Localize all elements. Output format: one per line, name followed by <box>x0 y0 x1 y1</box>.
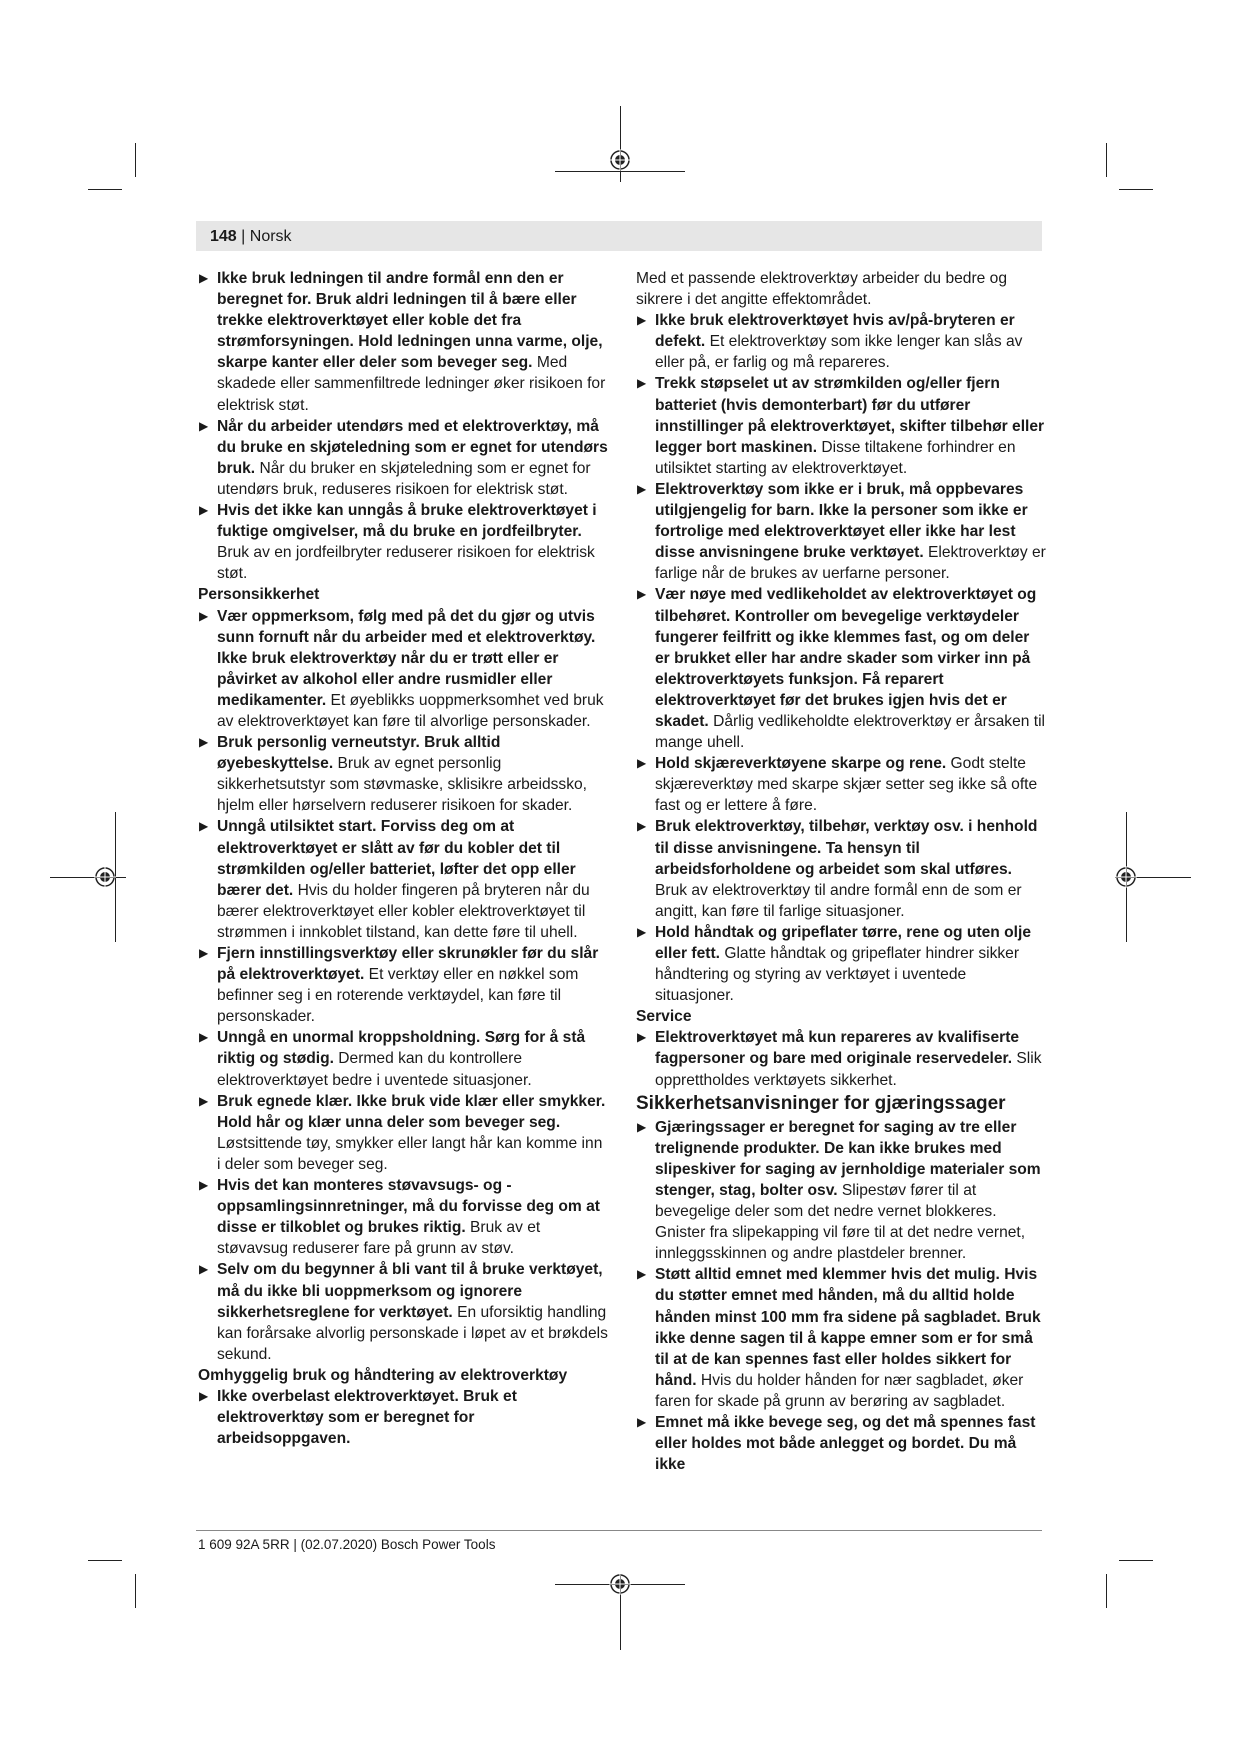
list-item <box>636 922 1048 1006</box>
item-bold-text: Hold skjæreverktøyene skarpe og rene. <box>655 755 947 773</box>
item-bold-text: Ikke bruk ledningen til andre formål enn den er beregnet for. Bruk aldri ledningen til å bære eller trekke elektroverktøyet eller koble det fra strømforsyningen. Hold ledningen unna varme, olje, skarpe kanter eller deler som beveger seg. <box>217 270 603 372</box>
item-bold-text: Elektroverktøy som ikke er i bruk, må oppbevares utilgjengelig for barn. Ikke la personer som ikke er fortrolige med elektroverktøyet eller ikke har lest disse anvisningene bruke verktøyet. <box>655 480 1028 562</box>
list-item <box>636 1412 1048 1475</box>
item-body-text: Med skadede eller sammenfiltrede ledninger øker risikoen for elektrisk støt. <box>217 354 606 414</box>
bullet-arrow-icon: ▶ <box>637 756 647 771</box>
subheading-service: Service <box>636 1008 692 1026</box>
list-items-b <box>636 1027 1048 1090</box>
item-body-text: Løstsittende tøy, smykker eller langt hår kan komme inn i deler som beveger seg. <box>217 1134 603 1173</box>
item-body-text: Dårlig vedlikeholdte elektroverktøy er årsaken til mange uhell. <box>655 712 1046 752</box>
crop-mark <box>1106 143 1107 177</box>
list-item <box>198 1259 610 1364</box>
item-body-text: Glatte håndtak og gripeflater hindrer sikker håndtering og styring av verktøyet i uventede situasjoner. <box>655 945 1020 1005</box>
bullet-arrow-icon: ▶ <box>637 481 647 496</box>
registration-target-icon <box>1115 866 1137 888</box>
bullet-arrow-icon: ▶ <box>199 418 209 433</box>
bullet-arrow-icon: ▶ <box>199 1178 209 1193</box>
bullet-arrow-icon: ▶ <box>199 608 209 623</box>
page-number: 148 <box>210 228 237 245</box>
page-header <box>210 227 292 247</box>
registration-target-icon <box>94 866 116 888</box>
bullet-arrow-icon: ▶ <box>637 587 647 602</box>
bullet-arrow-icon: ▶ <box>637 313 647 328</box>
bullet-arrow-icon: ▶ <box>199 735 209 750</box>
crop-mark <box>88 1560 122 1561</box>
item-bold-text: Ikke overbelast elektroverktøyet. Bruk et elektroverktøy som er beregnet for arbeidsoppgaven. <box>217 1387 517 1448</box>
item-bold-text: Fjern innstillingsverktøy eller skrunøkler før du slår på elektroverktøyet. <box>217 945 599 984</box>
item-bold-text: Trekk støpselet ut av strømkilden og/eller fjern batteriet (hvis demonterbart) før du utfører innstillinger på elektroverktøyet, skifter tilbehør eller legger bort maskinen. <box>655 375 1045 456</box>
list-item <box>636 373 1048 478</box>
item-body-text: Hvis du holder hånden for nær sagbladet, øker faren for skade på grunn av berøring av sagbladet. <box>655 1371 1024 1410</box>
item-bold-text: Støtt alltid emnet med klemmer hvis det mulig. Hvis du støtter emnet med hånden, må du alltid holde hånden minst 100 mm fra sidene på sagbladet. Bruk ikke denne sagen til å kappe emner som er for små til at de kan spennes fast eller holdes sikkert for hånd. <box>655 1266 1041 1389</box>
item-bold-text: Hvis det ikke kan unngås å bruke elektroverktøyet i fuktige omgivelser, må du bruke en jordfeilbryter. <box>217 502 597 541</box>
list-item <box>636 479 1048 584</box>
item-body-text: Bruk av en jordfeilbryter reduserer risikoen for elektrisk støt. <box>217 544 595 583</box>
bullet-arrow-icon: ▶ <box>199 1030 209 1045</box>
continued-text: Med et passende elektroverktøy arbeider du bedre og sikrere i det angitte effektområdet. <box>636 270 1007 309</box>
item-body-text: Bruk av egnet personlig sikkerhetsutstyr som støvmaske, sklisikre arbeidssko, hjelm eller hørselvern reduserer risikoen for skader. <box>217 755 588 815</box>
list-item <box>198 1175 610 1259</box>
list-item <box>636 816 1048 921</box>
list-item <box>198 416 610 500</box>
item-body-text: Godt stelte skjæreverktøy med skarpe skjær setter seg ikke så ofte fast og er lettere å føre. <box>655 755 1038 815</box>
item-bold-text: Når du arbeider utendørs med et elektroverktøy, må du bruke en skjøteledning som er egnet for utendørs bruk. <box>217 417 608 477</box>
list-item <box>198 816 610 943</box>
bullet-arrow-icon: ▶ <box>637 1414 647 1429</box>
bullet-arrow-icon: ▶ <box>199 819 209 834</box>
bullet-arrow-icon: ▶ <box>637 1119 647 1134</box>
bullet-arrow-icon: ▶ <box>199 271 209 285</box>
list-items-c <box>198 1386 610 1449</box>
list-item <box>636 1117 1048 1265</box>
registration-target-icon <box>609 149 631 171</box>
item-body-text: Slik opprettholdes verktøyets sikkerhet. <box>655 1050 1042 1089</box>
list-item <box>198 606 610 733</box>
item-body-text: Dermed kan du kontrollere elektroverktøyet bedre i uventede situasjoner. <box>217 1050 532 1089</box>
list-item <box>198 1091 610 1175</box>
item-bold-text: Vær oppmerksom, følg med på det du gjør og utvis sunn fornuft når du arbeider med et elektroverktøy. Ikke bruk elektroverktøy når du er trøtt eller er påvirket av alkohol eller andre rusmidler eller medikamenter. <box>217 607 596 709</box>
crop-mark <box>1106 1574 1107 1608</box>
item-bold-text: Emnet må ikke bevege seg, og det må spennes fast eller holdes mot både anlegget og bordet. Du må ikke <box>655 1413 1036 1474</box>
item-bold-text: Vær nøye med vedlikeholdet av elektroverktøyet og tilbehøret. Kontroller om bevegelige verktøydeler fungerer feilfritt og ikke klemmes fast, og om deler er brukket eller har andre skader som virker inn på elektroverktøyets funksjon. Få reparert elektroverktøyet før det brukes igjen hvis det er skadet. <box>655 586 1037 730</box>
item-body-text: Når du bruker en skjøteledning som er egnet for utendørs bruk, reduseres risikoen for elektrisk støt. <box>217 459 591 498</box>
header-language: Norsk <box>249 228 292 245</box>
left-column <box>198 268 610 1449</box>
item-bold-text: Hold håndtak og gripeflater tørre, rene og uten olje eller fett. <box>655 923 1032 962</box>
bullet-arrow-icon: ▶ <box>199 1388 209 1403</box>
crop-mark <box>135 143 136 177</box>
list-item <box>636 310 1048 373</box>
item-bold-text: Selv om du begynner å bli vant til å bruke verktøyet, må du ikke bli uoppmerksom og ignorere sikkerhetsreglene for verktøyet. <box>217 1261 603 1321</box>
list-item <box>198 268 610 416</box>
list-item <box>636 1027 1048 1090</box>
section-title: Sikkerhetsanvisninger for gjæringssager <box>636 1092 1006 1114</box>
item-body-text: Bruk av et støvavsug reduserer fare på grunn av støv. <box>217 1219 541 1258</box>
page-header-bar <box>196 221 1042 251</box>
crop-mark <box>1119 189 1153 190</box>
bullet-arrow-icon: ▶ <box>637 1030 647 1045</box>
item-bold-text: Gjæringssager er beregnet for saging av tre eller trelignende produkter. De kan ikke brukes med slipeskiver for saging av jernholdige materialer som stenger, stag, bolter osv. <box>655 1118 1041 1199</box>
item-bold-text: Unngå en unormal kroppsholdning. Sørg for å stå riktig og stødig. <box>217 1029 586 1068</box>
crop-mark <box>135 1574 136 1608</box>
crop-mark <box>1119 1560 1153 1561</box>
item-body-text: Et øyeblikks uoppmerksomhet ved bruk av elektroverktøyet kan føre til alvorlige personskader. <box>217 691 604 730</box>
item-bold-text: Bruk elektroverktøy, tilbehør, verktøy osv. i henhold til disse anvisningene. Ta hensyn til arbeidsforholdene og arbeidet som skal utføres. <box>655 818 1038 878</box>
page-footer: 1 609 92A 5RR | (02.07.2020) Bosch Power Tools <box>198 1537 496 1552</box>
bullet-arrow-icon: ▶ <box>637 376 647 391</box>
item-bold-text: Unngå utilsiktet start. Forviss deg om at elektroverktøyet er slått av før du kobler det til strømkilden og/eller batteriet, løfter det opp eller bærer det. <box>217 818 576 899</box>
item-bold-text: Bruk personlig verneutstyr. Bruk alltid øyebeskyttelse. <box>217 734 501 773</box>
item-body-text: Slipestøv fører til at bevegelige deler som det nedre vernet blokkeres. Gnister fra slipekapping vil føre til at det nedre vernet, innleggsskinnen og andre plastdeler brenner. <box>655 1181 1026 1263</box>
bullet-arrow-icon: ▶ <box>637 819 647 834</box>
list-item <box>198 1386 610 1449</box>
item-bold-text: Ikke bruk elektroverktøyet hvis av/på-bryteren er defekt. <box>655 312 1015 351</box>
bullet-arrow-icon: ▶ <box>199 1093 209 1108</box>
header-separator: | <box>241 228 246 245</box>
item-body-text: Disse tiltakene forhindrer en utilsiktet starting av elektroverktøyet. <box>655 438 1016 477</box>
item-body-text: Hvis du holder fingeren på bryteren når du bærer elektroverktøyet eller kobler elektroverktøyet til strømmen i innkoblet tilstand, kan dette føre til uhell. <box>217 881 590 941</box>
list-items-a <box>198 268 610 584</box>
item-bold-text: Hvis det kan monteres støvavsugs- og -oppsamlingsinnretninger, må du forvisse deg om at disse er tilkoblet og brukes riktig. <box>217 1177 600 1237</box>
list-item <box>636 584 1048 753</box>
subheading-personal-safety: Personsikkerhet <box>198 586 320 604</box>
list-items-c <box>636 1117 1048 1476</box>
item-body-text: Et elektroverktøy som ikke lenger kan slås av eller på, er farlig og må repareres. <box>655 333 1023 372</box>
right-column <box>636 268 1048 1475</box>
list-item <box>636 1264 1048 1412</box>
list-item <box>198 732 610 816</box>
registration-target-icon <box>609 1573 631 1595</box>
bullet-arrow-icon: ▶ <box>637 924 647 939</box>
item-bold-text: Bruk egnede klær. Ikke bruk vide klær eller smykker. Hold hår og klær unna deler som beveger seg. <box>217 1092 606 1131</box>
bullet-arrow-icon: ▶ <box>199 946 209 960</box>
list-item <box>198 943 610 1027</box>
item-body-text: En uforsiktig handling kan forårsake alvorlig personskade i løpet av et brøkdels sekund. <box>217 1303 608 1363</box>
list-items-b <box>198 606 610 1365</box>
list-items-a <box>636 310 1048 1006</box>
subheading-careful-use: Omhyggelig bruk og håndtering av elektroverktøy <box>198 1366 568 1384</box>
list-item <box>198 500 610 584</box>
list-item <box>636 753 1048 816</box>
bullet-arrow-icon: ▶ <box>199 1262 209 1277</box>
item-bold-text: Elektroverktøyet må kun repareres av kvalifiserte fagpersoner og bare med originale reservedeler. <box>655 1029 1020 1068</box>
footer-rule <box>196 1530 1042 1531</box>
bullet-arrow-icon: ▶ <box>637 1267 647 1282</box>
crop-mark <box>88 189 122 190</box>
item-body-text: Elektroverktøy er farlige når de brukes av uerfarne personer. <box>655 544 1046 583</box>
item-body-text: Et verktøy eller en nøkkel som befinner seg i en roterende verktøydel, kan føre til personskader. <box>217 966 579 1026</box>
item-body-text: Bruk av elektroverktøy til andre formål enn de som er angitt, kan føre til farlige situasjoner. <box>655 881 1022 920</box>
list-item <box>198 1027 610 1090</box>
bullet-arrow-icon: ▶ <box>199 503 209 518</box>
